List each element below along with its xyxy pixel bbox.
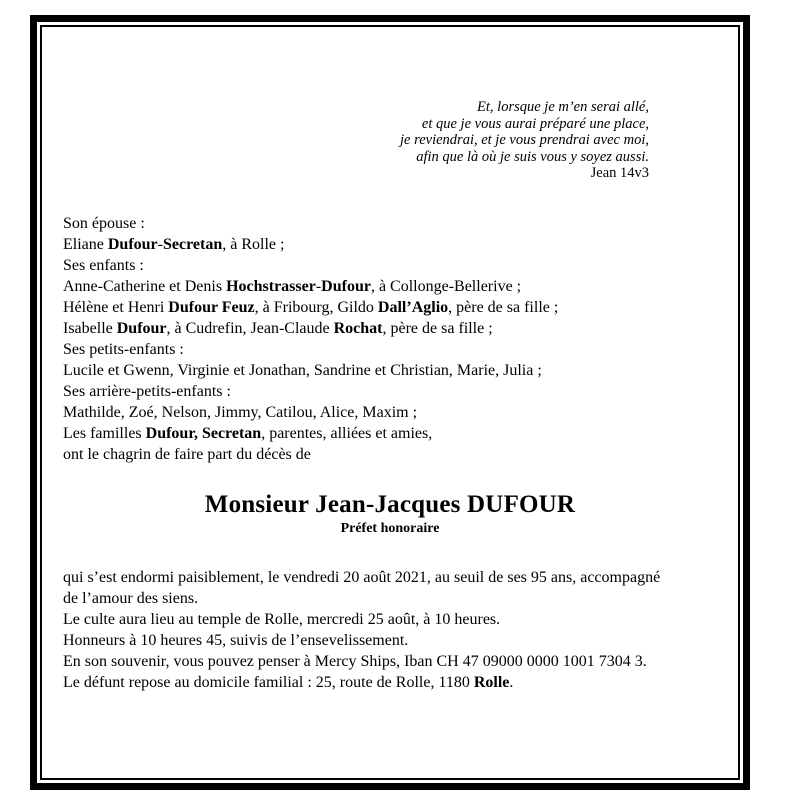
text-segment: Mathilde, Zoé, Nelson, Jimmy, Catilou, Alice, Maxim ; bbox=[63, 404, 418, 421]
text-segment: Ses petits-enfants : bbox=[63, 341, 184, 358]
text-segment: Hélène et Henri bbox=[63, 299, 169, 316]
bold-text-segment: Dall’Aglio bbox=[377, 299, 449, 316]
text-line bbox=[63, 588, 745, 609]
text-line bbox=[63, 339, 735, 360]
text-segment: Isabelle bbox=[63, 320, 117, 337]
text-line bbox=[63, 318, 735, 339]
text-line bbox=[250, 116, 649, 133]
text-segment: Ses arrière-petits-enfants : bbox=[63, 383, 231, 400]
text-segment: Son épouse : bbox=[63, 215, 145, 232]
deceased-honorific-title: Préfet honoraire bbox=[340, 521, 440, 536]
text-line bbox=[63, 630, 745, 651]
text-segment: Honneurs à 10 heures 45, suivis de l’ensevelissement. bbox=[63, 632, 409, 649]
text-line bbox=[63, 672, 745, 693]
epigraph-verse bbox=[250, 99, 649, 165]
deceased-name: Monsieur Jean-Jacques DUFOUR bbox=[204, 491, 576, 518]
text-segment: , père de sa fille ; bbox=[382, 320, 493, 337]
text-line bbox=[63, 567, 745, 588]
deceased-title-block bbox=[30, 490, 750, 537]
text-segment: , parentes, alliées et amies, bbox=[261, 425, 433, 442]
bold-text-segment: Secretan bbox=[162, 236, 223, 253]
text-line bbox=[63, 609, 745, 630]
text-segment: , à Cudrefin, Jean-Claude bbox=[166, 320, 334, 337]
bold-text-segment: Dufour Feuz bbox=[168, 299, 255, 316]
text-line bbox=[63, 423, 735, 444]
text-line bbox=[63, 444, 735, 465]
text-segment: qui s’est endormi paisiblement, le vendredi 20 août 2021, au seuil de ses 95 ans, accompagné bbox=[63, 569, 661, 586]
text-line bbox=[63, 381, 735, 402]
text-segment: Eliane bbox=[63, 236, 108, 253]
text-segment: . bbox=[509, 674, 514, 691]
text-line bbox=[63, 234, 735, 255]
text-segment: afin que là où je suis vous y soyez aussi. bbox=[416, 148, 649, 165]
text-segment: , à Fribourg, Gildo bbox=[254, 299, 378, 316]
text-line bbox=[250, 99, 649, 116]
text-line bbox=[63, 360, 735, 381]
text-line bbox=[63, 651, 745, 672]
epigraph bbox=[250, 99, 649, 182]
text-segment: ont le chagrin de faire part du décès de bbox=[63, 446, 311, 463]
text-segment: Lucile et Gwenn, Virginie et Jonathan, Sandrine et Christian, Marie, Julia ; bbox=[63, 362, 542, 379]
text-segment: , à Rolle ; bbox=[222, 236, 285, 253]
text-line bbox=[63, 402, 735, 423]
bold-text-segment: Hochstrasser bbox=[226, 278, 316, 295]
text-line bbox=[63, 297, 735, 318]
text-segment: Anne-Catherine et Denis bbox=[63, 278, 227, 295]
text-segment: - bbox=[157, 236, 163, 253]
text-segment: Les familles bbox=[63, 425, 146, 442]
bold-text-segment: Dufour bbox=[116, 320, 167, 337]
text-line bbox=[63, 255, 735, 276]
bold-text-segment: Dufour, Secretan bbox=[145, 425, 262, 442]
bold-text-segment: Dufour bbox=[321, 278, 371, 295]
text-segment: de l’amour des siens. bbox=[63, 590, 199, 607]
text-segment: Et, lorsque je m’en serai allé, bbox=[477, 99, 649, 115]
text-line bbox=[63, 276, 735, 297]
bold-text-segment: Rochat bbox=[333, 320, 383, 337]
text-segment: Ses enfants : bbox=[63, 257, 144, 274]
text-segment: , père de sa fille ; bbox=[448, 299, 559, 316]
text-segment: je reviendrai, et je vous prendrai avec moi, bbox=[400, 132, 649, 148]
text-segment: Le défunt repose au domicile familial : 25, route de Rolle, 1180 bbox=[63, 674, 474, 691]
text-segment: En son souvenir, vous pouvez penser à Mercy Ships, Iban CH 47 09000 0000 1001 7304 3. bbox=[63, 653, 647, 670]
epigraph-attribution: Jean 14v3 bbox=[590, 165, 649, 181]
text-line bbox=[63, 213, 735, 234]
text-line bbox=[250, 149, 649, 166]
funeral-details bbox=[63, 567, 745, 693]
bold-text-segment: Rolle bbox=[473, 674, 510, 691]
text-segment: Le culte aura lieu au temple de Rolle, mercredi 25 août, à 10 heures. bbox=[63, 611, 501, 628]
family-announcement bbox=[63, 213, 735, 465]
text-segment: - bbox=[315, 278, 322, 295]
text-segment: et que je vous aurai préparé une place, bbox=[421, 115, 649, 132]
text-line bbox=[250, 132, 649, 149]
text-segment: , à Collonge-Bellerive ; bbox=[370, 278, 522, 295]
bold-text-segment: Dufour bbox=[107, 236, 158, 253]
